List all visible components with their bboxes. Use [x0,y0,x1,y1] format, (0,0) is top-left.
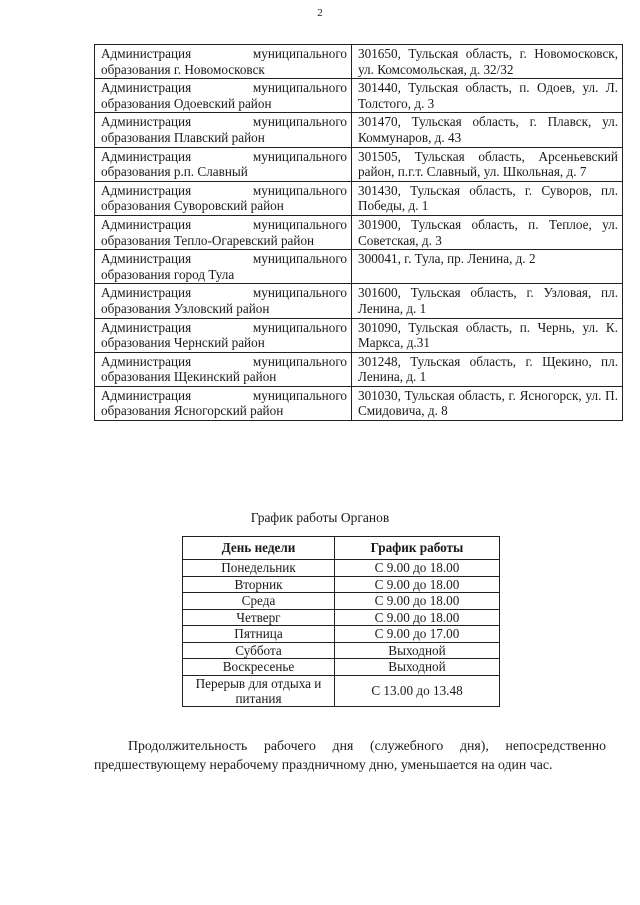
administration-address: 301470, Тульская область, г. Плавск, ул. Коммунаров, д. 43 [352,113,623,147]
administration-name: Администрация муниципального образования Щекинский район [95,352,352,386]
administration-name: Администрация муниципального образования г. Новомосковск [95,45,352,79]
schedule-day: Воскресенье [183,659,335,676]
administration-name: Администрация муниципального образования город Тула [95,250,352,284]
schedule-row [183,609,500,626]
administration-row [95,352,623,386]
schedule-hours: Выходной [335,659,500,676]
administration-row [95,147,623,181]
schedule-hours: С 9.00 до 17.00 [335,626,500,643]
schedule-day: Вторник [183,576,335,593]
schedule-header-hours: График работы [335,537,500,560]
schedule-table-body [183,560,500,707]
administration-row [95,215,623,249]
schedule-hours: С 9.00 до 18.00 [335,560,500,577]
schedule-day: Четверг [183,609,335,626]
schedule-hours: Выходной [335,642,500,659]
administration-name: Администрация муниципального образования Ясногорский район [95,386,352,420]
schedule-header-day: День недели [183,537,335,560]
administration-row [95,113,623,147]
administration-name: Администрация муниципального образования Плавский район [95,113,352,147]
administration-row [95,181,623,215]
schedule-row [183,675,500,706]
schedule-day: Понедельник [183,560,335,577]
schedule-day: Среда [183,593,335,610]
administration-address: 301090, Тульская область, п. Чернь, ул. К. Маркса, д.31 [352,318,623,352]
administration-address: 301505, Тульская область, Арсеньевский район, п.г.т. Славный, ул. Школьная, д. 7 [352,147,623,181]
administration-address: 301600, Тульская область, г. Узловая, пл. Ленина, д. 1 [352,284,623,318]
schedule-row [183,576,500,593]
schedule-title: График работы Органов [250,510,390,525]
administrations-table [94,44,623,421]
page-number: 2 [317,7,323,19]
administration-address: 301430, Тульская область, г. Суворов, пл. Победы, д. 1 [352,181,623,215]
schedule-hours: С 13.00 до 13.48 [335,675,500,706]
schedule-hours: С 9.00 до 18.00 [335,609,500,626]
administration-address: 301030, Тульская область, г. Ясногорск, ул. П. Смидовича, д. 8 [352,386,623,420]
administration-row [95,250,623,284]
schedule-header-row [183,537,500,560]
schedule-table [182,536,500,707]
administration-name: Администрация муниципального образования Тепло-Огаревский район [95,215,352,249]
schedule-hours: С 9.00 до 18.00 [335,576,500,593]
schedule-row [183,593,500,610]
administration-address: 300041, г. Тула, пр. Ленина, д. 2 [352,250,623,284]
note-paragraph [94,736,606,774]
administration-address: 301900, Тульская область, п. Теплое, ул. Советская, д. 3 [352,215,623,249]
administration-address: 301440, Тульская область, п. Одоев, ул. Л. Толстого, д. 3 [352,79,623,113]
schedule-day: Пятница [183,626,335,643]
note-text: Продолжительность рабочего дня (служебного дня), непосредственно предшествующему нерабочему праздничному дню, уменьшается на один час. [94,738,606,772]
administration-row [95,79,623,113]
administration-name: Администрация муниципального образования Суворовский район [95,181,352,215]
administration-name: Администрация муниципального образования Одоевский район [95,79,352,113]
administration-name: Администрация муниципального образования р.п. Славный [95,147,352,181]
administration-name: Администрация муниципального образования Чернский район [95,318,352,352]
schedule-day: Суббота [183,642,335,659]
administration-address: 301650, Тульская область, г. Новомосковск, ул. Комсомольская, д. 32/32 [352,45,623,79]
schedule-row [183,659,500,676]
schedule-row [183,626,500,643]
administration-row [95,284,623,318]
schedule-hours: С 9.00 до 18.00 [335,593,500,610]
schedule-day: Перерыв для отдыха и питания [183,675,335,706]
administration-address: 301248, Тульская область, г. Щекино, пл. Ленина, д. 1 [352,352,623,386]
administrations-table-body [95,45,623,421]
schedule-row [183,560,500,577]
administration-row [95,45,623,79]
administration-row [95,318,623,352]
schedule-row [183,642,500,659]
administration-row [95,386,623,420]
administration-name: Администрация муниципального образования Узловский район [95,284,352,318]
